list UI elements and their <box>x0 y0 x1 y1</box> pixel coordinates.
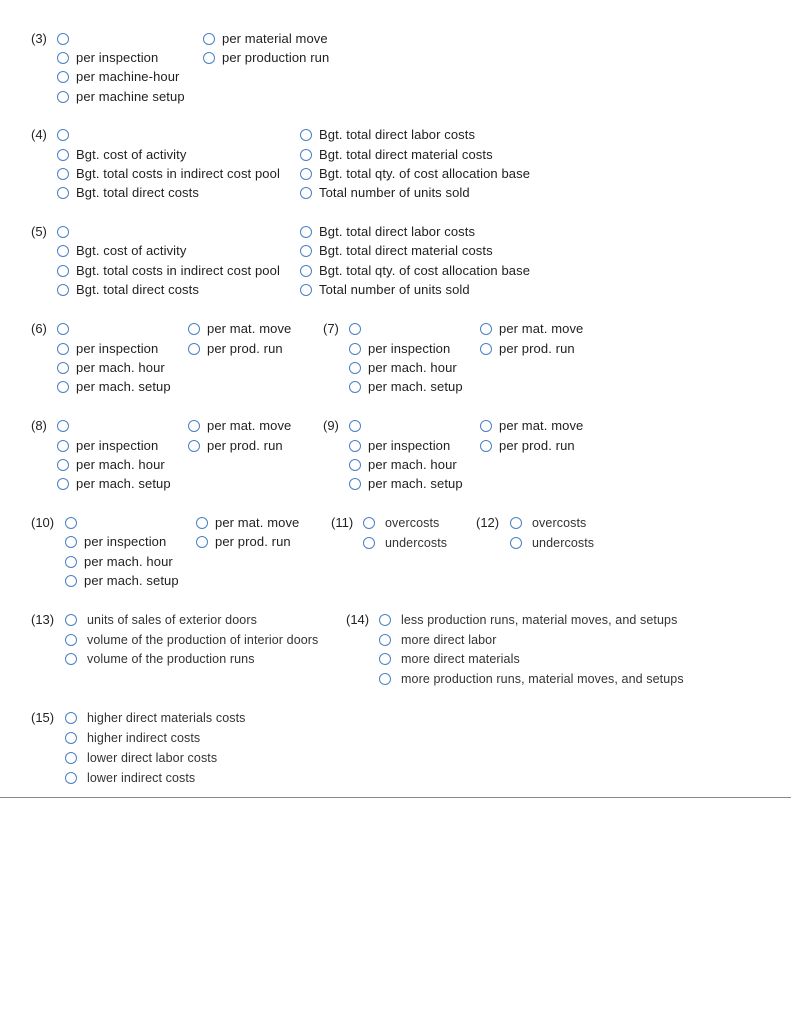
radio-icon[interactable] <box>57 168 69 180</box>
radio-option[interactable] <box>57 475 171 492</box>
option-label: Bgt. total qty. of cost allocation base <box>319 166 531 181</box>
radio-option[interactable] <box>65 729 200 746</box>
option-label: per prod. run <box>499 341 575 356</box>
option-label: per mach. hour <box>84 554 173 569</box>
radio-icon[interactable] <box>65 536 77 548</box>
question-number: (8) <box>31 418 47 433</box>
radio-icon[interactable] <box>57 420 69 432</box>
radio-option[interactable] <box>300 281 470 298</box>
radio-option[interactable] <box>57 146 186 163</box>
radio-option[interactable] <box>57 456 165 473</box>
option-label: per mach. setup <box>368 476 463 491</box>
question-number: (11) <box>331 515 354 530</box>
option-label: lower direct labor costs <box>87 750 218 765</box>
radio-icon[interactable] <box>65 712 77 724</box>
radio-option[interactable] <box>300 223 475 240</box>
question-number: (14) <box>346 612 370 627</box>
option-label: per mach. hour <box>368 457 457 472</box>
radio-option[interactable] <box>57 68 180 85</box>
option-label: Bgt. total direct costs <box>76 282 199 297</box>
radio-icon[interactable] <box>349 478 361 490</box>
option-label: Bgt. total costs in indirect cost pool <box>76 263 280 278</box>
radio-icon[interactable] <box>57 129 69 141</box>
radio-icon[interactable] <box>379 614 391 626</box>
radio-option[interactable] <box>480 320 583 337</box>
radio-icon[interactable] <box>510 537 522 549</box>
radio-icon[interactable] <box>300 129 312 141</box>
radio-icon[interactable] <box>65 575 77 587</box>
option-label: more direct labor <box>401 632 497 647</box>
radio-option[interactable] <box>379 611 677 628</box>
option-label: Bgt. total direct labor costs <box>319 127 476 142</box>
radio-option[interactable] <box>57 281 199 298</box>
option-label: overcosts <box>532 515 587 530</box>
radio-option-blank[interactable] <box>57 30 69 47</box>
radio-icon[interactable] <box>349 323 361 335</box>
option-label: lower indirect costs <box>87 770 196 785</box>
radio-option[interactable] <box>300 184 470 201</box>
option-label: per mach. hour <box>368 360 457 375</box>
question-number: (6) <box>31 321 47 336</box>
radio-icon[interactable] <box>300 149 312 161</box>
option-label: per mach. setup <box>84 573 179 588</box>
radio-icon[interactable] <box>65 556 77 568</box>
radio-icon[interactable] <box>349 343 361 355</box>
radio-option[interactable] <box>57 242 186 259</box>
radio-option[interactable] <box>57 437 158 454</box>
option-label: per prod. run <box>207 341 283 356</box>
option-label: per prod. run <box>207 438 283 453</box>
option-label: undercosts <box>532 535 595 550</box>
radio-option[interactable] <box>363 514 439 531</box>
radio-option[interactable] <box>57 165 280 182</box>
option-label: Bgt. total direct costs <box>76 185 199 200</box>
option-label: per material move <box>222 31 328 46</box>
question-number: (4) <box>31 127 47 142</box>
radio-icon[interactable] <box>300 265 312 277</box>
radio-icon[interactable] <box>480 440 492 452</box>
radio-icon[interactable] <box>65 517 77 529</box>
radio-icon[interactable] <box>57 187 69 199</box>
radio-icon[interactable] <box>57 381 69 393</box>
radio-option[interactable] <box>188 340 283 357</box>
option-label: per inspection <box>368 341 451 356</box>
radio-option[interactable] <box>510 514 586 531</box>
radio-option[interactable] <box>65 572 179 589</box>
radio-option-blank[interactable] <box>349 320 361 337</box>
radio-option[interactable] <box>65 611 257 628</box>
option-label: Total number of units sold <box>319 282 470 297</box>
radio-icon[interactable] <box>196 517 208 529</box>
radio-option[interactable] <box>203 30 328 47</box>
question-number: (12) <box>476 515 500 530</box>
radio-icon[interactable] <box>203 52 215 64</box>
radio-option[interactable] <box>188 437 283 454</box>
radio-icon[interactable] <box>65 732 77 744</box>
option-label: Bgt. total direct material costs <box>319 147 493 162</box>
option-label: Bgt. total direct labor costs <box>319 224 476 239</box>
radio-option-blank[interactable] <box>57 320 69 337</box>
radio-option[interactable] <box>65 553 173 570</box>
radio-icon[interactable] <box>349 459 361 471</box>
option-label: undercosts <box>385 535 448 550</box>
radio-option[interactable] <box>196 533 291 550</box>
option-label: per machine setup <box>76 89 185 104</box>
radio-option-blank[interactable] <box>57 223 69 240</box>
radio-option[interactable] <box>349 359 457 376</box>
option-label: per inspection <box>368 438 451 453</box>
radio-option[interactable] <box>363 534 447 551</box>
radio-icon[interactable] <box>300 245 312 257</box>
radio-option[interactable] <box>379 631 497 648</box>
radio-icon[interactable] <box>57 362 69 374</box>
radio-icon[interactable] <box>57 71 69 83</box>
radio-icon[interactable] <box>57 52 69 64</box>
radio-icon[interactable] <box>480 323 492 335</box>
option-label: per prod. run <box>215 534 291 549</box>
option-label: per mach. setup <box>368 379 463 394</box>
radio-icon[interactable] <box>480 420 492 432</box>
radio-icon[interactable] <box>57 440 69 452</box>
question-number: (15) <box>31 710 55 725</box>
radio-icon[interactable] <box>510 517 522 529</box>
radio-option[interactable] <box>65 769 195 786</box>
option-label: per production run <box>222 50 330 65</box>
radio-option[interactable] <box>203 49 329 66</box>
radio-option[interactable] <box>349 378 463 395</box>
option-label: per inspection <box>76 438 159 453</box>
radio-icon[interactable] <box>65 634 77 646</box>
option-label: volume of the production of interior doors <box>87 632 319 647</box>
radio-icon[interactable] <box>57 343 69 355</box>
radio-option[interactable] <box>349 340 450 357</box>
option-label: Bgt. total costs in indirect cost pool <box>76 166 280 181</box>
radio-option[interactable] <box>65 709 246 726</box>
radio-option[interactable] <box>188 417 291 434</box>
radio-option[interactable] <box>300 242 493 259</box>
question-number: (13) <box>31 612 55 627</box>
radio-icon[interactable] <box>480 343 492 355</box>
option-label: per mat. move <box>499 418 584 433</box>
radio-icon[interactable] <box>65 752 77 764</box>
radio-option[interactable] <box>188 320 291 337</box>
option-label: per mat. move <box>207 418 292 433</box>
radio-icon[interactable] <box>300 284 312 296</box>
radio-icon[interactable] <box>363 517 375 529</box>
radio-option[interactable] <box>57 359 165 376</box>
option-label: higher direct materials costs <box>87 710 246 725</box>
option-label: per mach. setup <box>76 379 171 394</box>
radio-option[interactable] <box>480 437 575 454</box>
option-label: Bgt. total qty. of cost allocation base <box>319 263 531 278</box>
option-label: more production runs, material moves, and setups <box>401 671 684 686</box>
option-label: Bgt. total direct material costs <box>319 243 493 258</box>
radio-icon[interactable] <box>65 614 77 626</box>
radio-icon[interactable] <box>57 265 69 277</box>
option-label: per machine-hour <box>76 69 180 84</box>
radio-icon[interactable] <box>349 440 361 452</box>
radio-option[interactable] <box>349 437 450 454</box>
radio-option[interactable] <box>57 378 171 395</box>
radio-option-blank[interactable] <box>65 514 77 531</box>
radio-icon[interactable] <box>300 187 312 199</box>
radio-option[interactable] <box>57 49 158 66</box>
radio-option[interactable] <box>480 340 575 357</box>
option-label: per mach. hour <box>76 360 165 375</box>
option-label: overcosts <box>385 515 440 530</box>
radio-option[interactable] <box>65 533 166 550</box>
option-label: per mach. setup <box>76 476 171 491</box>
radio-option-blank[interactable] <box>349 417 361 434</box>
radio-icon[interactable] <box>349 381 361 393</box>
radio-option[interactable] <box>196 514 299 531</box>
radio-icon[interactable] <box>188 323 200 335</box>
radio-icon[interactable] <box>188 440 200 452</box>
radio-option-blank[interactable] <box>57 126 69 143</box>
option-label: more direct materials <box>401 651 520 666</box>
option-label: Bgt. cost of activity <box>76 147 187 162</box>
radio-option[interactable] <box>379 650 520 667</box>
radio-icon[interactable] <box>196 536 208 548</box>
radio-icon[interactable] <box>57 284 69 296</box>
radio-option[interactable] <box>300 146 493 163</box>
option-label: per mat. move <box>499 321 584 336</box>
radio-icon[interactable] <box>57 245 69 257</box>
option-label: per inspection <box>76 341 159 356</box>
radio-icon[interactable] <box>65 772 77 784</box>
option-label: volume of the production runs <box>87 651 255 666</box>
radio-option[interactable] <box>480 417 583 434</box>
option-label: less production runs, material moves, and setups <box>401 612 678 627</box>
question-number: (9) <box>323 418 339 433</box>
radio-option[interactable] <box>510 534 594 551</box>
option-label: units of sales of exterior doors <box>87 612 257 627</box>
radio-option[interactable] <box>379 670 684 687</box>
radio-icon[interactable] <box>57 33 69 45</box>
radio-option[interactable] <box>300 262 530 279</box>
radio-icon[interactable] <box>188 343 200 355</box>
radio-icon[interactable] <box>300 168 312 180</box>
radio-option[interactable] <box>349 456 457 473</box>
radio-option[interactable] <box>349 475 463 492</box>
radio-icon[interactable] <box>203 33 215 45</box>
radio-icon[interactable] <box>57 149 69 161</box>
radio-option-blank[interactable] <box>57 417 69 434</box>
option-label: per inspection <box>84 534 167 549</box>
option-label: Total number of units sold <box>319 185 470 200</box>
radio-icon[interactable] <box>349 420 361 432</box>
section-divider <box>0 797 791 798</box>
radio-option[interactable] <box>300 126 475 143</box>
option-label: per mach. hour <box>76 457 165 472</box>
radio-icon[interactable] <box>300 226 312 238</box>
radio-icon[interactable] <box>188 420 200 432</box>
question-number: (5) <box>31 224 47 239</box>
option-label: per mat. move <box>207 321 292 336</box>
radio-icon[interactable] <box>57 459 69 471</box>
question-number: (3) <box>31 31 47 46</box>
radio-icon[interactable] <box>379 673 391 685</box>
radio-option[interactable] <box>65 631 318 648</box>
option-label: higher indirect costs <box>87 730 201 745</box>
radio-option[interactable] <box>57 262 280 279</box>
radio-icon[interactable] <box>57 91 69 103</box>
radio-icon[interactable] <box>379 653 391 665</box>
radio-icon[interactable] <box>349 362 361 374</box>
question-number: (10) <box>31 515 55 530</box>
radio-icon[interactable] <box>57 323 69 335</box>
option-label: Bgt. cost of activity <box>76 243 187 258</box>
radio-option[interactable] <box>65 650 255 667</box>
radio-icon[interactable] <box>379 634 391 646</box>
option-label: per mat. move <box>215 515 300 530</box>
radio-icon[interactable] <box>65 653 77 665</box>
radio-icon[interactable] <box>57 478 69 490</box>
option-label: per prod. run <box>499 438 575 453</box>
radio-icon[interactable] <box>57 226 69 238</box>
radio-option[interactable] <box>57 340 158 357</box>
question-number: (7) <box>323 321 339 336</box>
radio-option[interactable] <box>65 749 217 766</box>
radio-option[interactable] <box>57 184 199 201</box>
radio-option[interactable] <box>300 165 530 182</box>
radio-option[interactable] <box>57 88 185 105</box>
radio-icon[interactable] <box>363 537 375 549</box>
option-label: per inspection <box>76 50 159 65</box>
